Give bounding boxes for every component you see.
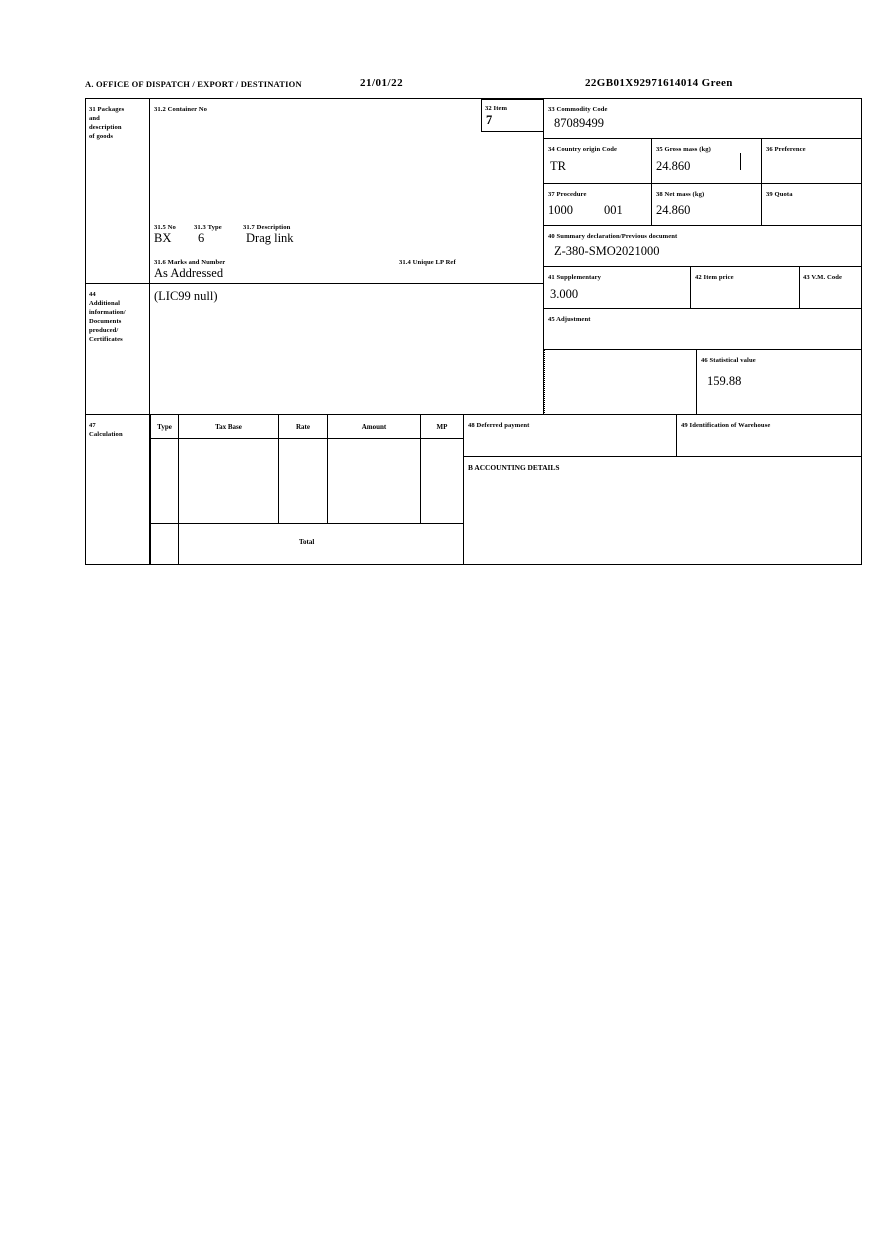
box-44-label-line-1: Additional	[89, 300, 121, 307]
box-41-supplementary-cell	[544, 267, 691, 309]
box-42-label: 42 Item price	[695, 274, 734, 281]
box-35-value: 24.860	[656, 159, 691, 173]
box-44-label-line-3: Documents	[89, 318, 122, 325]
declaration-reference: 22GB01X92971614014 Green	[585, 77, 733, 89]
box-37-value-2: 001	[604, 203, 623, 217]
box-b-label: B ACCOUNTING DETAILS	[468, 463, 560, 472]
box-46-label: 46 Statistical value	[701, 357, 756, 364]
box-47-label-cell	[86, 415, 150, 565]
box-47-col-taxbase-header	[179, 415, 279, 439]
document-header	[85, 79, 863, 93]
marks-and-number-value: As Addressed	[154, 266, 224, 280]
box-33-label: 33 Commodity Code	[548, 106, 608, 113]
box-47-label-line-0: 47	[89, 422, 96, 429]
box-47-cell-mp-row-0	[421, 439, 464, 524]
box-36-label: 36 Preference	[766, 146, 806, 153]
box-38-net-mass-cell	[652, 184, 762, 226]
box-48-deferred-payment-cell	[464, 415, 677, 457]
box-33-commodity-code-cell	[544, 99, 861, 139]
unique-lp-ref-label: 31.4 Unique LP Ref	[399, 259, 456, 266]
box-35-label: 35 Gross mass (kg)	[656, 146, 711, 153]
packages-description-label: 31.7 Description	[243, 224, 291, 231]
box-31-label-line-2: description	[89, 124, 122, 131]
box-41-label: 41 Supplementary	[548, 274, 602, 281]
packages-description-value: Drag link	[246, 231, 294, 245]
box-43-label: 43 V.M. Code	[803, 274, 843, 281]
box-b-accounting-details-cell	[464, 457, 861, 565]
box-37-procedure-cell	[544, 184, 652, 226]
box-31-label-cell	[86, 99, 150, 284]
box-37-label: 37 Procedure	[548, 191, 587, 198]
office-of-dispatch-label: A. OFFICE OF DISPATCH / EXPORT / DESTINATION	[85, 79, 302, 89]
declaration-date: 21/01/22	[360, 77, 404, 89]
box-47-total-row	[179, 524, 464, 565]
box-40-value: Z-380-SMO2021000	[554, 244, 660, 258]
box-44-label-line-4: produced/	[89, 327, 119, 334]
box-46-value: 159.88	[707, 374, 742, 388]
box-31-label-line-1: and	[89, 115, 100, 122]
box-34-country-origin-cell	[544, 139, 652, 184]
packages-type-label: 31.3 Type	[194, 224, 222, 231]
box-45-label: 45 Adjustment	[548, 316, 591, 323]
box-40-previous-document-cell	[544, 226, 861, 267]
box-32-value: 7	[486, 113, 493, 127]
box-47-col-rate-label: Rate	[296, 423, 310, 431]
box-32-label: 32 Item	[485, 105, 508, 112]
box-46-statistical-value-cell	[696, 350, 861, 415]
box-45-adjustment-cell	[544, 309, 861, 350]
box-47-total-label: Total	[299, 538, 315, 546]
box-37-value-1: 1000	[548, 203, 573, 217]
packages-no-value: BX	[154, 231, 172, 245]
box-47-col-amount-label: Amount	[361, 423, 387, 431]
box-44-label-line-5: Certificates	[89, 336, 123, 343]
box-47-col-type-label: Type	[157, 423, 172, 431]
box-49-warehouse-cell	[677, 415, 861, 457]
box-44-label-line-2: information/	[89, 309, 126, 316]
box-44-value: (LIC99 null)	[154, 289, 218, 303]
declaration-frame	[85, 98, 862, 565]
packages-type-value: 6	[198, 231, 205, 245]
box-31-label-line-3: of goods	[89, 133, 114, 140]
box-47-col-taxbase-label: Tax Base	[215, 423, 242, 431]
box-47-col-rate-header	[279, 415, 328, 439]
marks-and-number-label: 31.6 Marks and Number	[154, 259, 226, 266]
box-35-gross-mass-cell	[652, 139, 762, 184]
box-39-quota-cell	[762, 184, 861, 226]
box-39-label: 39 Quota	[766, 191, 793, 198]
packages-no-label: 31.5 No	[154, 224, 176, 231]
box-47-col-amount-header	[328, 415, 421, 439]
box-32-item-cell	[481, 99, 544, 132]
box-47-cell-amount-row-0	[328, 439, 421, 524]
container-no-label: 31.2 Container No	[154, 106, 208, 113]
box-47-col-mp-label: MP	[436, 423, 448, 431]
box-43-vm-code-cell	[800, 267, 861, 309]
box-46-spacer-cell	[544, 350, 696, 415]
box-44-label-cell	[86, 284, 150, 415]
box-48-label: 48 Deferred payment	[468, 422, 530, 429]
box-47-total-type-cell	[150, 524, 179, 565]
box-47-cell-type-row-0	[150, 439, 179, 524]
box-40-label: 40 Summary declaration/Previous document	[548, 233, 678, 240]
box-36-preference-cell	[762, 139, 861, 184]
box-47-col-type-header	[150, 415, 179, 439]
box-38-value: 24.860	[656, 203, 691, 217]
box-47-label-line-1: Calculation	[89, 431, 123, 438]
box-33-value: 87089499	[554, 116, 604, 130]
box-47-col-mp-header	[421, 415, 464, 439]
box-31-label-line-0: 31 Packages	[89, 106, 125, 113]
box-34-label: 34 Country origin Code	[548, 146, 618, 153]
box-49-label: 49 Identification of Warehouse	[681, 422, 771, 429]
box-47-cell-taxbase-row-0	[179, 439, 279, 524]
box-42-item-price-cell	[691, 267, 800, 309]
box-41-value: 3.000	[550, 287, 579, 301]
box-44-value-cell	[150, 284, 544, 415]
box-44-label-line-0: 44	[89, 291, 96, 298]
box-35-divider	[740, 153, 741, 170]
box-47-cell-rate-row-0	[279, 439, 328, 524]
box-38-label: 38 Net mass (kg)	[656, 191, 705, 198]
box-34-value: TR	[550, 159, 566, 173]
